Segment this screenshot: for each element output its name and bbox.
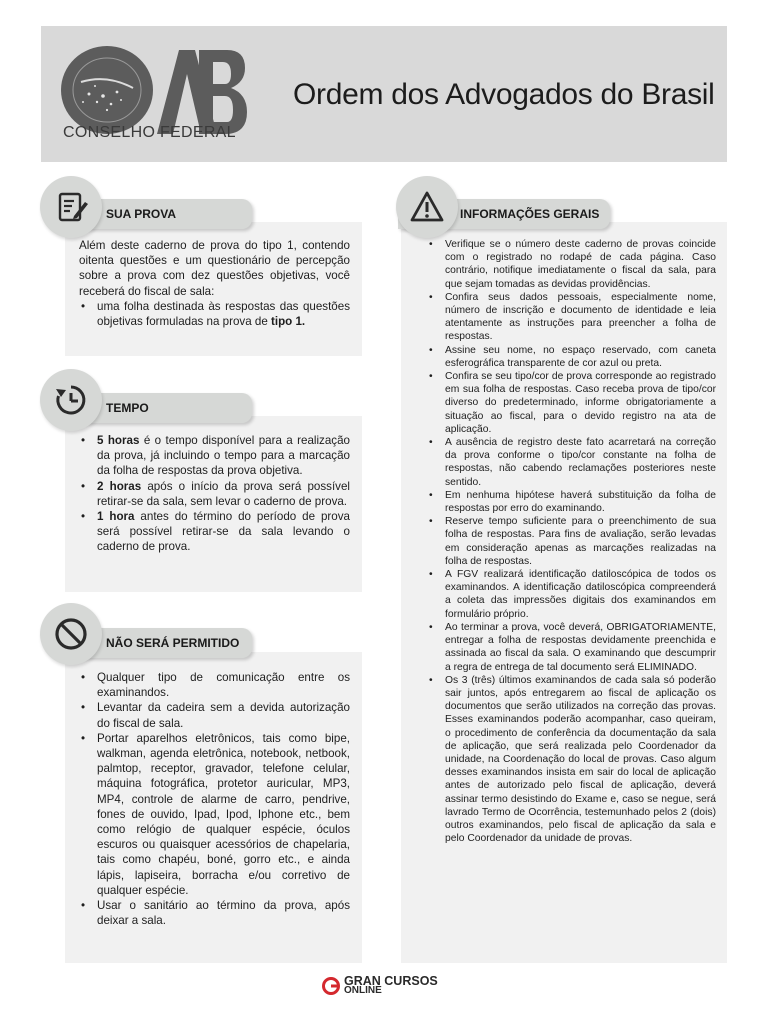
list-item: • Qualquer tipo de comunicação entre os examinandos. (79, 670, 350, 700)
tempo-body (79, 433, 350, 555)
list-item: • Em nenhuma hipótese haverá substituição da folha de respostas por erro do examinando. (429, 489, 716, 515)
list-item: • 5 horas é o tempo disponível para a realização da prova, já incluindo o tempo para a marcação da folha de respostas da prova objetiva. (79, 433, 350, 479)
nao-permitido-badge (40, 603, 102, 665)
list-item: • Verifique se o número deste caderno de provas coincide com o registrado no rodapé de cada página. Caso contrário, notifique imediatamente o fiscal da sala, para que sejam tomadas as devidas providências. (429, 238, 716, 291)
tempo-badge (40, 369, 102, 431)
sua-prova-body (79, 238, 350, 329)
page-header (41, 26, 727, 162)
footer-logo (322, 976, 438, 996)
header-subtitle: CONSELHO FEDERAL (63, 124, 236, 141)
nao-permitido-body (79, 670, 350, 928)
clock-icon (53, 382, 89, 418)
tempo-title: TEMPO (106, 401, 149, 415)
gran-cursos-logo-icon (322, 977, 340, 995)
sua-prova-title: SUA PROVA (106, 207, 177, 221)
exam-sheet-icon (54, 190, 88, 224)
informacoes-badge (396, 176, 458, 238)
warning-icon (409, 189, 445, 225)
prohibited-icon (53, 616, 89, 652)
list-item: • uma folha destinada às respostas das questões objetivas formuladas na prova de tipo 1. (79, 299, 350, 329)
list-item: • Portar aparelhos eletrônicos, tais como bipe, walkman, agenda eletrônica, notebook, netbook, palmtop, receptor, gravador, telefone celular, máquina fotográfica, protetor auricular, MP3, MP4, controle de alarme de carro, pendrive, fones de ouvido, Ipad, Ipod, Iphone etc., bem como relógio de qualquer espécie, óculos escuros ou quaisquer acessórios de chapelaria, tais como chapéu, boné, gorro etc., e ainda lápis, lapiseira, borracha e/ou corretivo de qualquer espécie. (79, 731, 350, 898)
list-item: • Levantar da cadeira sem a devida autorização do fiscal de sala. (79, 700, 350, 730)
informacoes-body (429, 238, 716, 845)
list-item: • 1 hora antes do término do período de prova será possível retirar-se da sala levando o caderno de prova. (79, 509, 350, 555)
informacoes-title: INFORMAÇÕES GERAIS (460, 207, 600, 221)
footer-logo-line1: GRAN CURSOS (344, 974, 438, 988)
list-item: • A ausência de registro deste fato acarretará na correção da prova conforme o tipo/cor constante na folha de respostas, não cabendo reclamações posteriores neste sentido. (429, 436, 716, 489)
footer-logo-text (344, 976, 438, 996)
list-item: • 2 horas após o início da prova será possível retirar-se da sala, sem levar o caderno de prova. (79, 479, 350, 509)
nao-permitido-title: NÃO SERÁ PERMITIDO (106, 636, 240, 650)
list-item: • Reserve tempo suficiente para o preenchimento de sua folha de respostas. Para fins de avaliação, serão levadas em consideração apenas as marcações realizadas na folha de respostas. (429, 515, 716, 568)
list-item: • Confira se seu tipo/cor de prova corresponde ao registrado em sua folha de respostas. Caso receba prova de tipo/cor diverso do predeterminado, informe obrigatoriamente a situação ao fiscal, para o devido registro na ata de aplicação. (429, 370, 716, 436)
list-item: • Assine seu nome, no espaço reservado, com caneta esferográfica transparente de cor azul ou preta. (429, 344, 716, 370)
page-title: Ordem dos Advogados do Brasil (293, 78, 715, 111)
sua-prova-badge (40, 176, 102, 238)
footer-logo-line2: ONLINE (344, 985, 382, 996)
list-item: • A FGV realizará identificação datiloscópica de todos os examinandos. A identificação datiloscópica compreenderá a coleta das impressões digitais dos examinandos em formulário próprio. (429, 568, 716, 621)
list-item: • Usar o sanitário ao término da prova, após deixar a sala. (79, 898, 350, 928)
list-item: • Confira seus dados pessoais, especialmente nome, número de inscrição e documento de identidade e leia atentamente as instruções para preencher a folha de respostas. (429, 291, 716, 344)
list-item: • Os 3 (três) últimos examinandos de cada sala só poderão sair juntos, após entregarem ao fiscal de aplicação os documentos que serão utilizados na correção das provas. Esses examinandos poderão acompanhar, caso queiram, o procedimento de conferência da documentação da sala de aplicação, que será realizada pelo Coordenador da unidade, na Coordenação do local de provas. Caso algum desses examinandos insista em sair do local de aplicação antes de autorizado pelo fiscal de aplicação, deverá assinar termo desistindo do Exame e, caso se negue, será lavrado Termo de Ocorrência, testemunhado pelos 2 (dois) outros examinandos, pelo fiscal de aplicação da sala e pelo Coordenador da unidade de provas. (429, 674, 716, 846)
list-item: • Ao terminar a prova, você deverá, OBRIGATORIAMENTE, entregar a folha de respostas devidamente preenchida e assinada ao fiscal da sala. O examinando que descumprir a regra de entrega de tal documento será ELIMINADO. (429, 621, 716, 674)
sua-prova-intro: Além deste caderno de prova do tipo 1, contendo oitenta questões e um questionário de percepção sobre a prova com dez questões objetivas, você receberá do fiscal de sala: (79, 239, 350, 298)
